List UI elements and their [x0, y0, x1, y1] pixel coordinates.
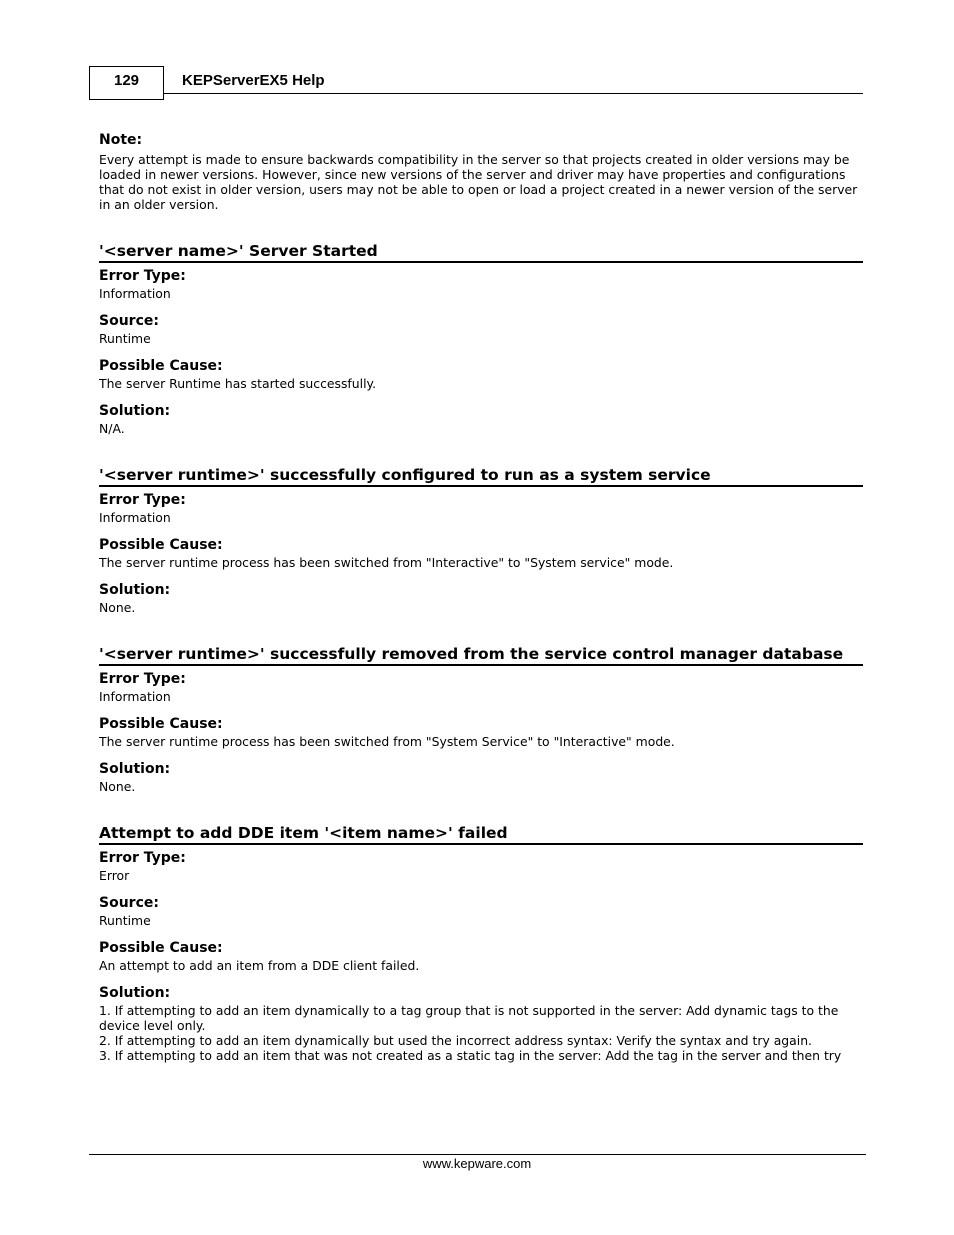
- field-value: The server runtime process has been switched from "Interactive" to "System service" mode.: [99, 555, 674, 570]
- field-value: None.: [99, 779, 136, 794]
- section-configured-system-service: [99, 466, 863, 615]
- field-value: An attempt to add an item from a DDE client failed.: [99, 958, 420, 973]
- field-label: Possible Cause:: [99, 940, 223, 956]
- header-divider: [164, 93, 863, 94]
- field-solution: [99, 760, 863, 794]
- field-solution: [99, 581, 863, 615]
- field-label: Error Type:: [99, 492, 186, 508]
- field-error-type: [99, 491, 863, 525]
- footer-url: www.kepware.com: [422, 1156, 532, 1171]
- field-value: None.: [99, 600, 136, 615]
- section-add-dde-item-failed: [99, 824, 863, 1063]
- field-value: Information: [99, 286, 171, 301]
- page-content: [99, 131, 863, 1063]
- field-error-type: [99, 267, 863, 301]
- field-label: Error Type:: [99, 268, 186, 284]
- field-label: Solution:: [99, 761, 171, 777]
- field-possible-cause: [99, 939, 863, 973]
- field-label: Error Type:: [99, 671, 186, 687]
- document-title: KEPServerEX5 Help: [182, 72, 325, 89]
- note-label: Note:: [99, 132, 143, 148]
- section-title: '<server runtime>' successfully removed from the service control manager database: [99, 645, 863, 666]
- section-title: Attempt to add DDE item '<item name>' failed: [99, 824, 863, 845]
- field-source: [99, 312, 863, 346]
- field-label: Source:: [99, 895, 159, 911]
- field-label: Source:: [99, 313, 159, 329]
- field-label: Solution:: [99, 985, 171, 1001]
- field-value: N/A.: [99, 421, 125, 436]
- field-value: Runtime: [99, 913, 151, 928]
- field-possible-cause: [99, 357, 863, 391]
- footer-divider: [89, 1154, 866, 1155]
- field-label: Possible Cause:: [99, 537, 223, 553]
- field-label: Error Type:: [99, 850, 186, 866]
- section-title: '<server runtime>' successfully configured to run as a system service: [99, 466, 863, 487]
- field-solution: [99, 402, 863, 436]
- field-value: Runtime: [99, 331, 151, 346]
- field-value: Information: [99, 689, 171, 704]
- field-label: Solution:: [99, 582, 171, 598]
- section-title: '<server name>' Server Started: [99, 242, 863, 263]
- field-label: Possible Cause:: [99, 358, 223, 374]
- field-error-type: [99, 670, 863, 704]
- field-possible-cause: [99, 715, 863, 749]
- field-value: Error: [99, 868, 130, 883]
- solution-step: 3. If attempting to add an item that was not created as a static tag in the server: Add the tag in the server and then try: [99, 1048, 842, 1063]
- page-number: 129: [89, 66, 164, 100]
- note-block: [99, 131, 863, 212]
- solution-step: 2. If attempting to add an item dynamically but used the incorrect address syntax: Verify the syntax and try again.: [99, 1033, 812, 1048]
- solution-step: 1. If attempting to add an item dynamically to a tag group that is not supported in the server: Add dynamic tags to the device level only.: [99, 1003, 839, 1033]
- field-label: Solution:: [99, 403, 171, 419]
- field-value: The server Runtime has started successfully.: [99, 376, 377, 391]
- field-value: The server runtime process has been switched from "System Service" to "Interactive" mode.: [99, 734, 675, 749]
- field-source: [99, 894, 863, 928]
- field-solution: [99, 984, 863, 1063]
- field-value: Information: [99, 510, 171, 525]
- field-error-type: [99, 849, 863, 883]
- note-text: Every attempt is made to ensure backwards compatibility in the server so that projects created in older versions may be loaded in newer versions. However, since new versions of the server and driver may have properties and configurations that do not exist in older version, users may not be able to open or load a project created in a newer version of the server in an older version.: [99, 152, 858, 212]
- section-removed-scm-database: [99, 645, 863, 794]
- field-label: Possible Cause:: [99, 716, 223, 732]
- field-possible-cause: [99, 536, 863, 570]
- section-server-started: [99, 242, 863, 436]
